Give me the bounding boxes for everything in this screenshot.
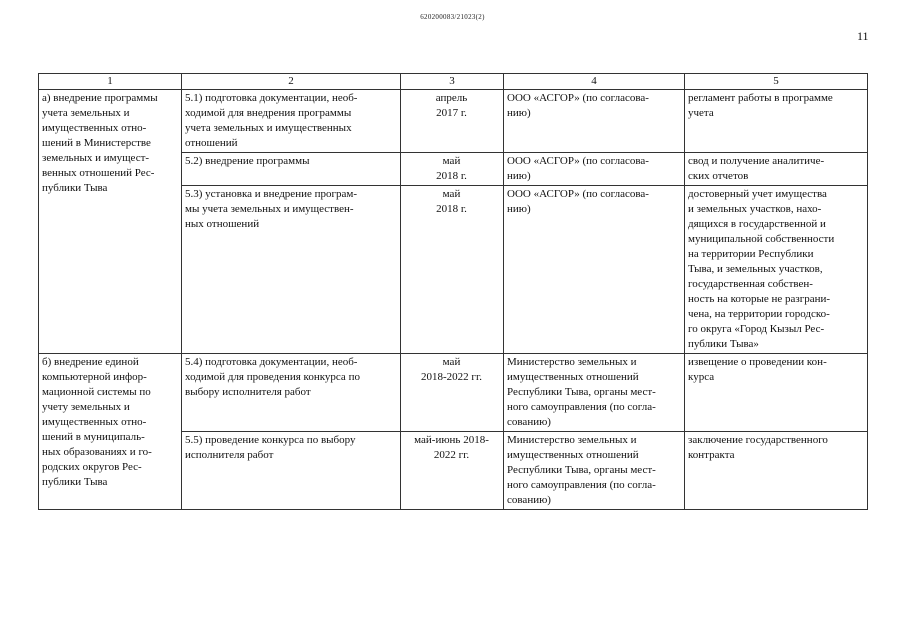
goal-cell: б) внедрение единой компьютерной инфор- мационной системы по учету земельных и имущественных отно- шений в муниципаль- ных образованиях и го- родских округов Рес- публики Тыва [39, 354, 182, 510]
column-header: 1 [39, 74, 182, 90]
period-cell: май 2018-2022 гг. [401, 354, 504, 432]
table-row [39, 90, 868, 153]
result-cell: извещение о проведении кон- курса [685, 354, 868, 432]
period-cell: май 2018 г. [401, 153, 504, 186]
page-number: 11 [857, 29, 869, 43]
action-cell: 5.5) проведение конкурса по выбору исполнителя работ [182, 432, 401, 510]
column-header: 3 [401, 74, 504, 90]
result-cell: регламент работы в программе учета [685, 90, 868, 153]
result-cell: достоверный учет имущества и земельных участков, нахо- дящихся в государственной и муниципальной собственности на территории Республики Тыва, и земельных участков, государственная собствен- ность на которые не разграни- чена, на территории городско- го округа «Город Кызыл Рес- публики Тыва» [685, 186, 868, 354]
executor-cell: ООО «АСГОР» (по согласова- нию) [504, 90, 685, 153]
column-header: 5 [685, 74, 868, 90]
result-cell: свод и получение аналитиче- ских отчетов [685, 153, 868, 186]
executor-cell: Министерство земельных и имущественных отношений Республики Тыва, органы мест- ного самоуправления (по согла- сованию) [504, 432, 685, 510]
column-header: 2 [182, 74, 401, 90]
period-cell: апрель 2017 г. [401, 90, 504, 153]
executor-cell: ООО «АСГОР» (по согласова- нию) [504, 153, 685, 186]
period-cell: май 2018 г. [401, 186, 504, 354]
column-header: 4 [504, 74, 685, 90]
result-cell: заключение государственного контракта [685, 432, 868, 510]
executor-cell: ООО «АСГОР» (по согласова- нию) [504, 186, 685, 354]
period-cell: май-июнь 2018- 2022 гг. [401, 432, 504, 510]
action-cell: 5.1) подготовка документации, необ- ходимой для внедрения программы учета земельных и имущественных отношений [182, 90, 401, 153]
executor-cell: Министерство земельных и имущественных отношений Республики Тыва, органы мест- ного самоуправления (по согла- сованию) [504, 354, 685, 432]
action-cell: 5.4) подготовка документации, необ- ходимой для проведения конкурса по выбору исполнителя работ [182, 354, 401, 432]
action-plan-table [38, 73, 868, 510]
table-header-row [39, 74, 868, 90]
action-cell: 5.3) установка и внедрение програм- мы учета земельных и имуществен- ных отношений [182, 186, 401, 354]
action-cell: 5.2) внедрение программы [182, 153, 401, 186]
goal-cell: а) внедрение программы учета земельных и имущественных отно- шений в Министерстве земельных и имущест- венных отношений Рес- публики Тыва [39, 90, 182, 354]
document-code: 620200083/21023(2) [420, 13, 485, 21]
table-row [39, 354, 868, 432]
